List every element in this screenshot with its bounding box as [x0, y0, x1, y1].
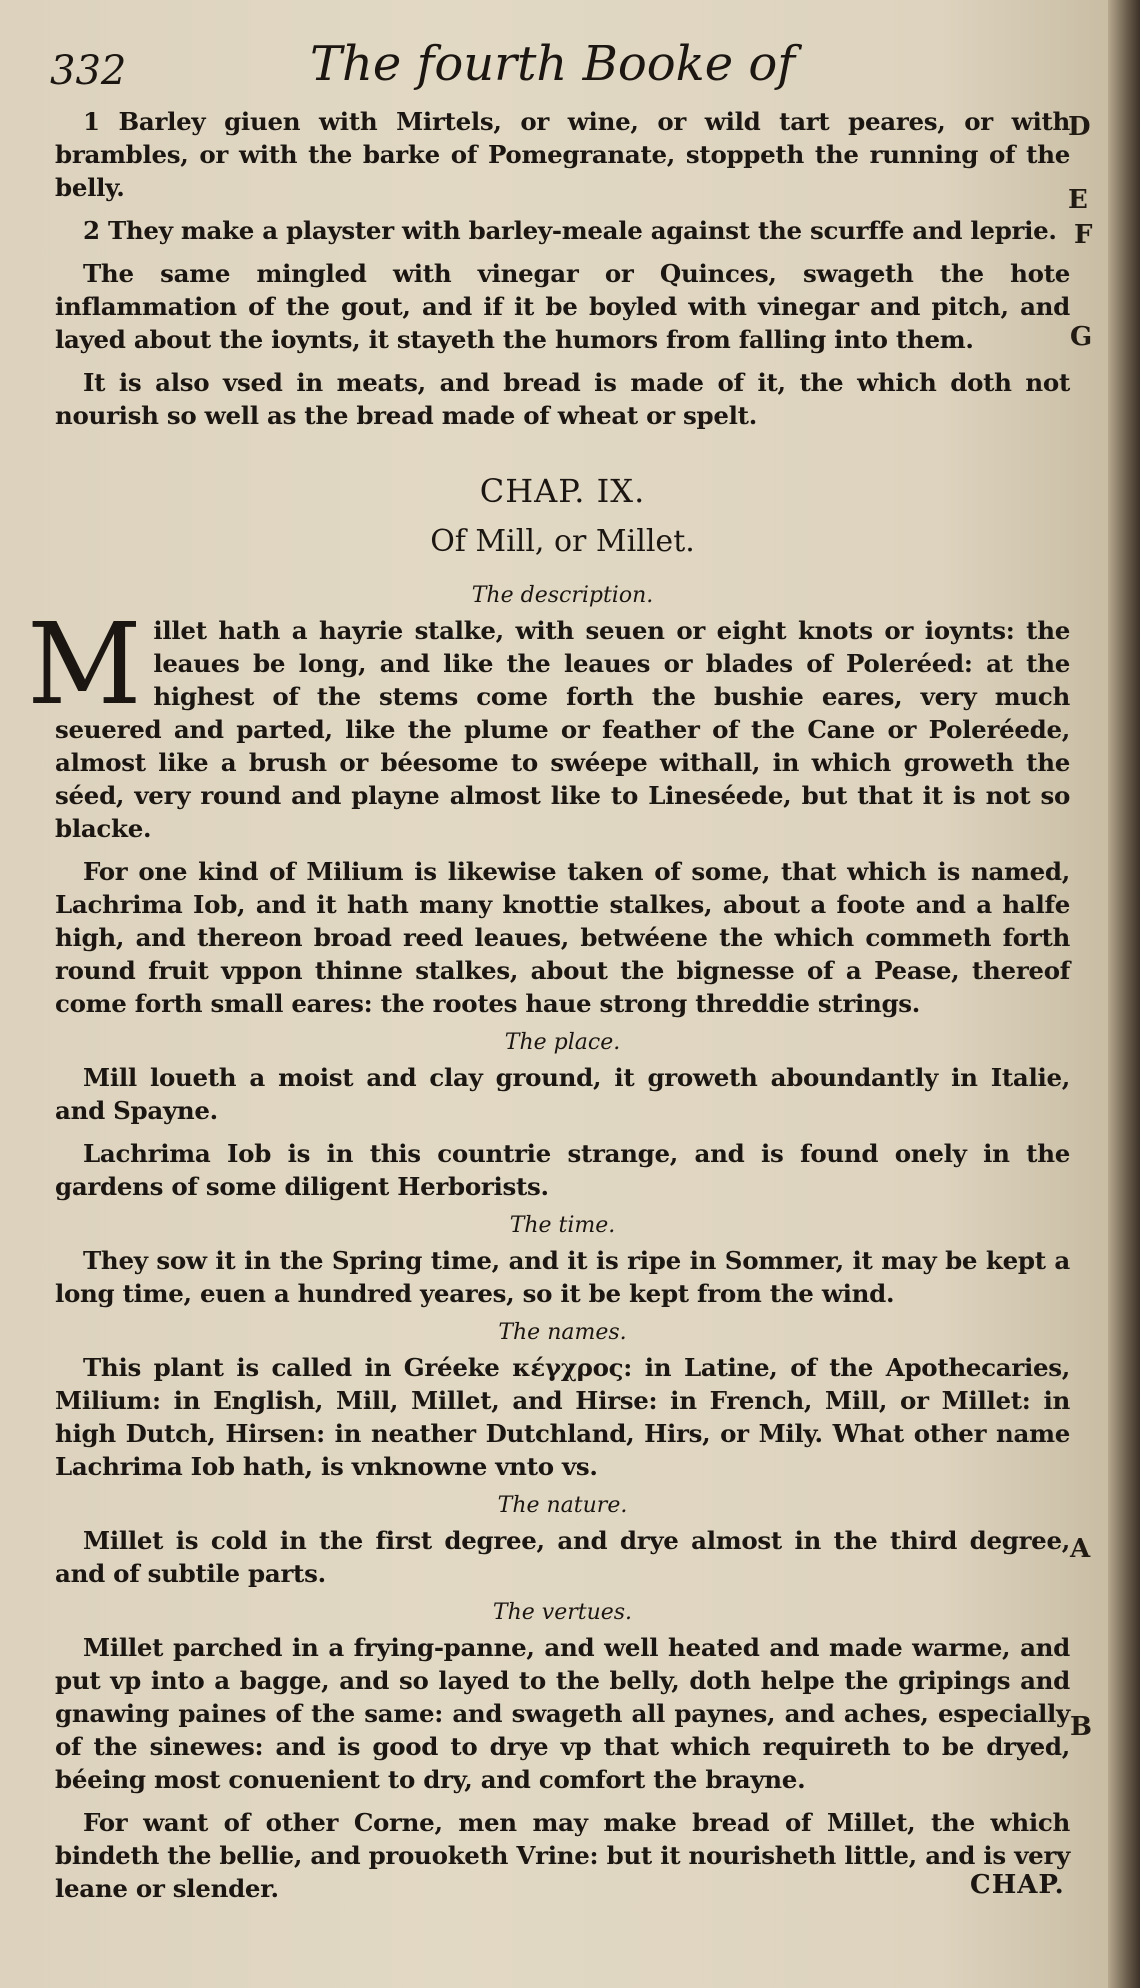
- paragraph-description-2: For one kind of Milium is likewise taken of some, that which is named, Lachrima Iob, and it hath many knottie stalkes, about a foote and a halfe high, and thereon broad reed leaues, betwéene the which commeth forth round fruit vppon thinne stalkes, about the bignesse of a Pease, thereof come forth small eares: the rootes haue strong threddie strings.: [55, 857, 1070, 1018]
- paragraph-place-1: Mill loueth a moist and clay ground, it groweth aboundantly in Italie, and Spayne.: [55, 1063, 1070, 1125]
- book-spine-shadow: [1108, 0, 1140, 1988]
- catchword: CHAP.: [970, 1870, 1065, 1900]
- paragraph-barley-3: The same mingled with vinegar or Quinces, swageth the hote inflammation of the gout, and if it be boyled with vinegar and pitch, and layed about the ioynts, it stayeth the humors from falling into them.: [55, 259, 1070, 354]
- paragraph-time-1: They sow it in the Spring time, and it is ripe in Sommer, it may be kept a long time, euen a hundred yeares, so it be kept from the wind.: [55, 1246, 1070, 1308]
- running-title: The fourth Booke of: [310, 36, 796, 92]
- section-heading-description: The description.: [471, 583, 654, 608]
- section-heading-time: The time.: [509, 1213, 616, 1238]
- chapter-subtitle: Of Mill, or Millet.: [430, 524, 695, 559]
- section-heading-names: The names.: [498, 1320, 627, 1345]
- paragraph-vertues-1: Millet parched in a frying-panne, and well heated and made warme, and put vp into a bagge, and so layed to the belly, doth helpe the gripings and gnawing paines of the same: and swageth all paynes, and aches, especially of the sinewes: and is good to drye vp that which requireth to be dryed, béeing most conuenient to dry, and comfort the brayne.: [55, 1633, 1070, 1794]
- margin-letter-d: D: [1068, 112, 1091, 142]
- margin-letter-b: B: [1070, 1712, 1092, 1742]
- page-body: [27, 105, 1070, 1915]
- chapter-title: CHAP. IX.: [479, 472, 646, 510]
- margin-letter-a: A: [1070, 1534, 1091, 1564]
- paragraph-description-1: Millet hath a hayrie stalke, with seuen or eight knots or ioynts: the leaues be long, and like the leaues or blades of Poleréed: at the highest of the stems come forth the bushie eares, very much seuered and parted, like the plume or feather of the Cane or Poleréede, almost like a brush or béesome to swéepe withall, in which groweth the séed, very round and playne almost like to Lineséede, but that it is not so blacke.: [27, 600, 1070, 843]
- page-header: [0, 30, 1108, 100]
- section-heading-vertues: The vertues.: [492, 1600, 633, 1625]
- paragraph-names-1: This plant is called in Gréeke κέγχρος: in Latine, of the Apothecaries, Milium: in English, Mill, Millet, and Hirse: in French, Mill, or Millet: in high Dutch, Hirsen: in neather Dutchland, Hirs, or Mily. What other name Lachrima Iob hath, is vnknowne vnto vs.: [55, 1353, 1070, 1481]
- section-heading-place: The place.: [504, 1030, 621, 1055]
- paragraph-barley-2: 2 They make a playster with barley-meale against the scurffe and leprie.: [83, 216, 1057, 245]
- margin-letter-e: E: [1068, 185, 1088, 215]
- paragraph-nature-1: Millet is cold in the first degree, and drye almost in the third degree, and of subtile parts.: [55, 1526, 1070, 1588]
- paragraph-barley-4: It is also vsed in meats, and bread is made of it, the which doth not nourish so well as the bread made of wheat or spelt.: [55, 368, 1070, 430]
- paragraph-place-2: Lachrima Iob is in this countrie strange, and is found onely in the gardens of some diligent Herborists.: [55, 1139, 1070, 1201]
- paragraph-barley-1: 1 Barley giuen with Mirtels, or wine, or wild tart peares, or with brambles, or with the barke of Pomegranate, stoppeth the running of the belly.: [55, 107, 1070, 202]
- page-number: 332: [50, 48, 127, 94]
- paragraph-vertues-2: For want of other Corne, men may make bread of Millet, the which bindeth the bellie, and prouoketh Vrine: but it nourisheth little, and is very leane or slender.: [55, 1808, 1070, 1903]
- margin-letter-g: G: [1070, 322, 1093, 352]
- margin-letter-f: F: [1074, 220, 1093, 250]
- section-heading-nature: The nature.: [497, 1493, 628, 1518]
